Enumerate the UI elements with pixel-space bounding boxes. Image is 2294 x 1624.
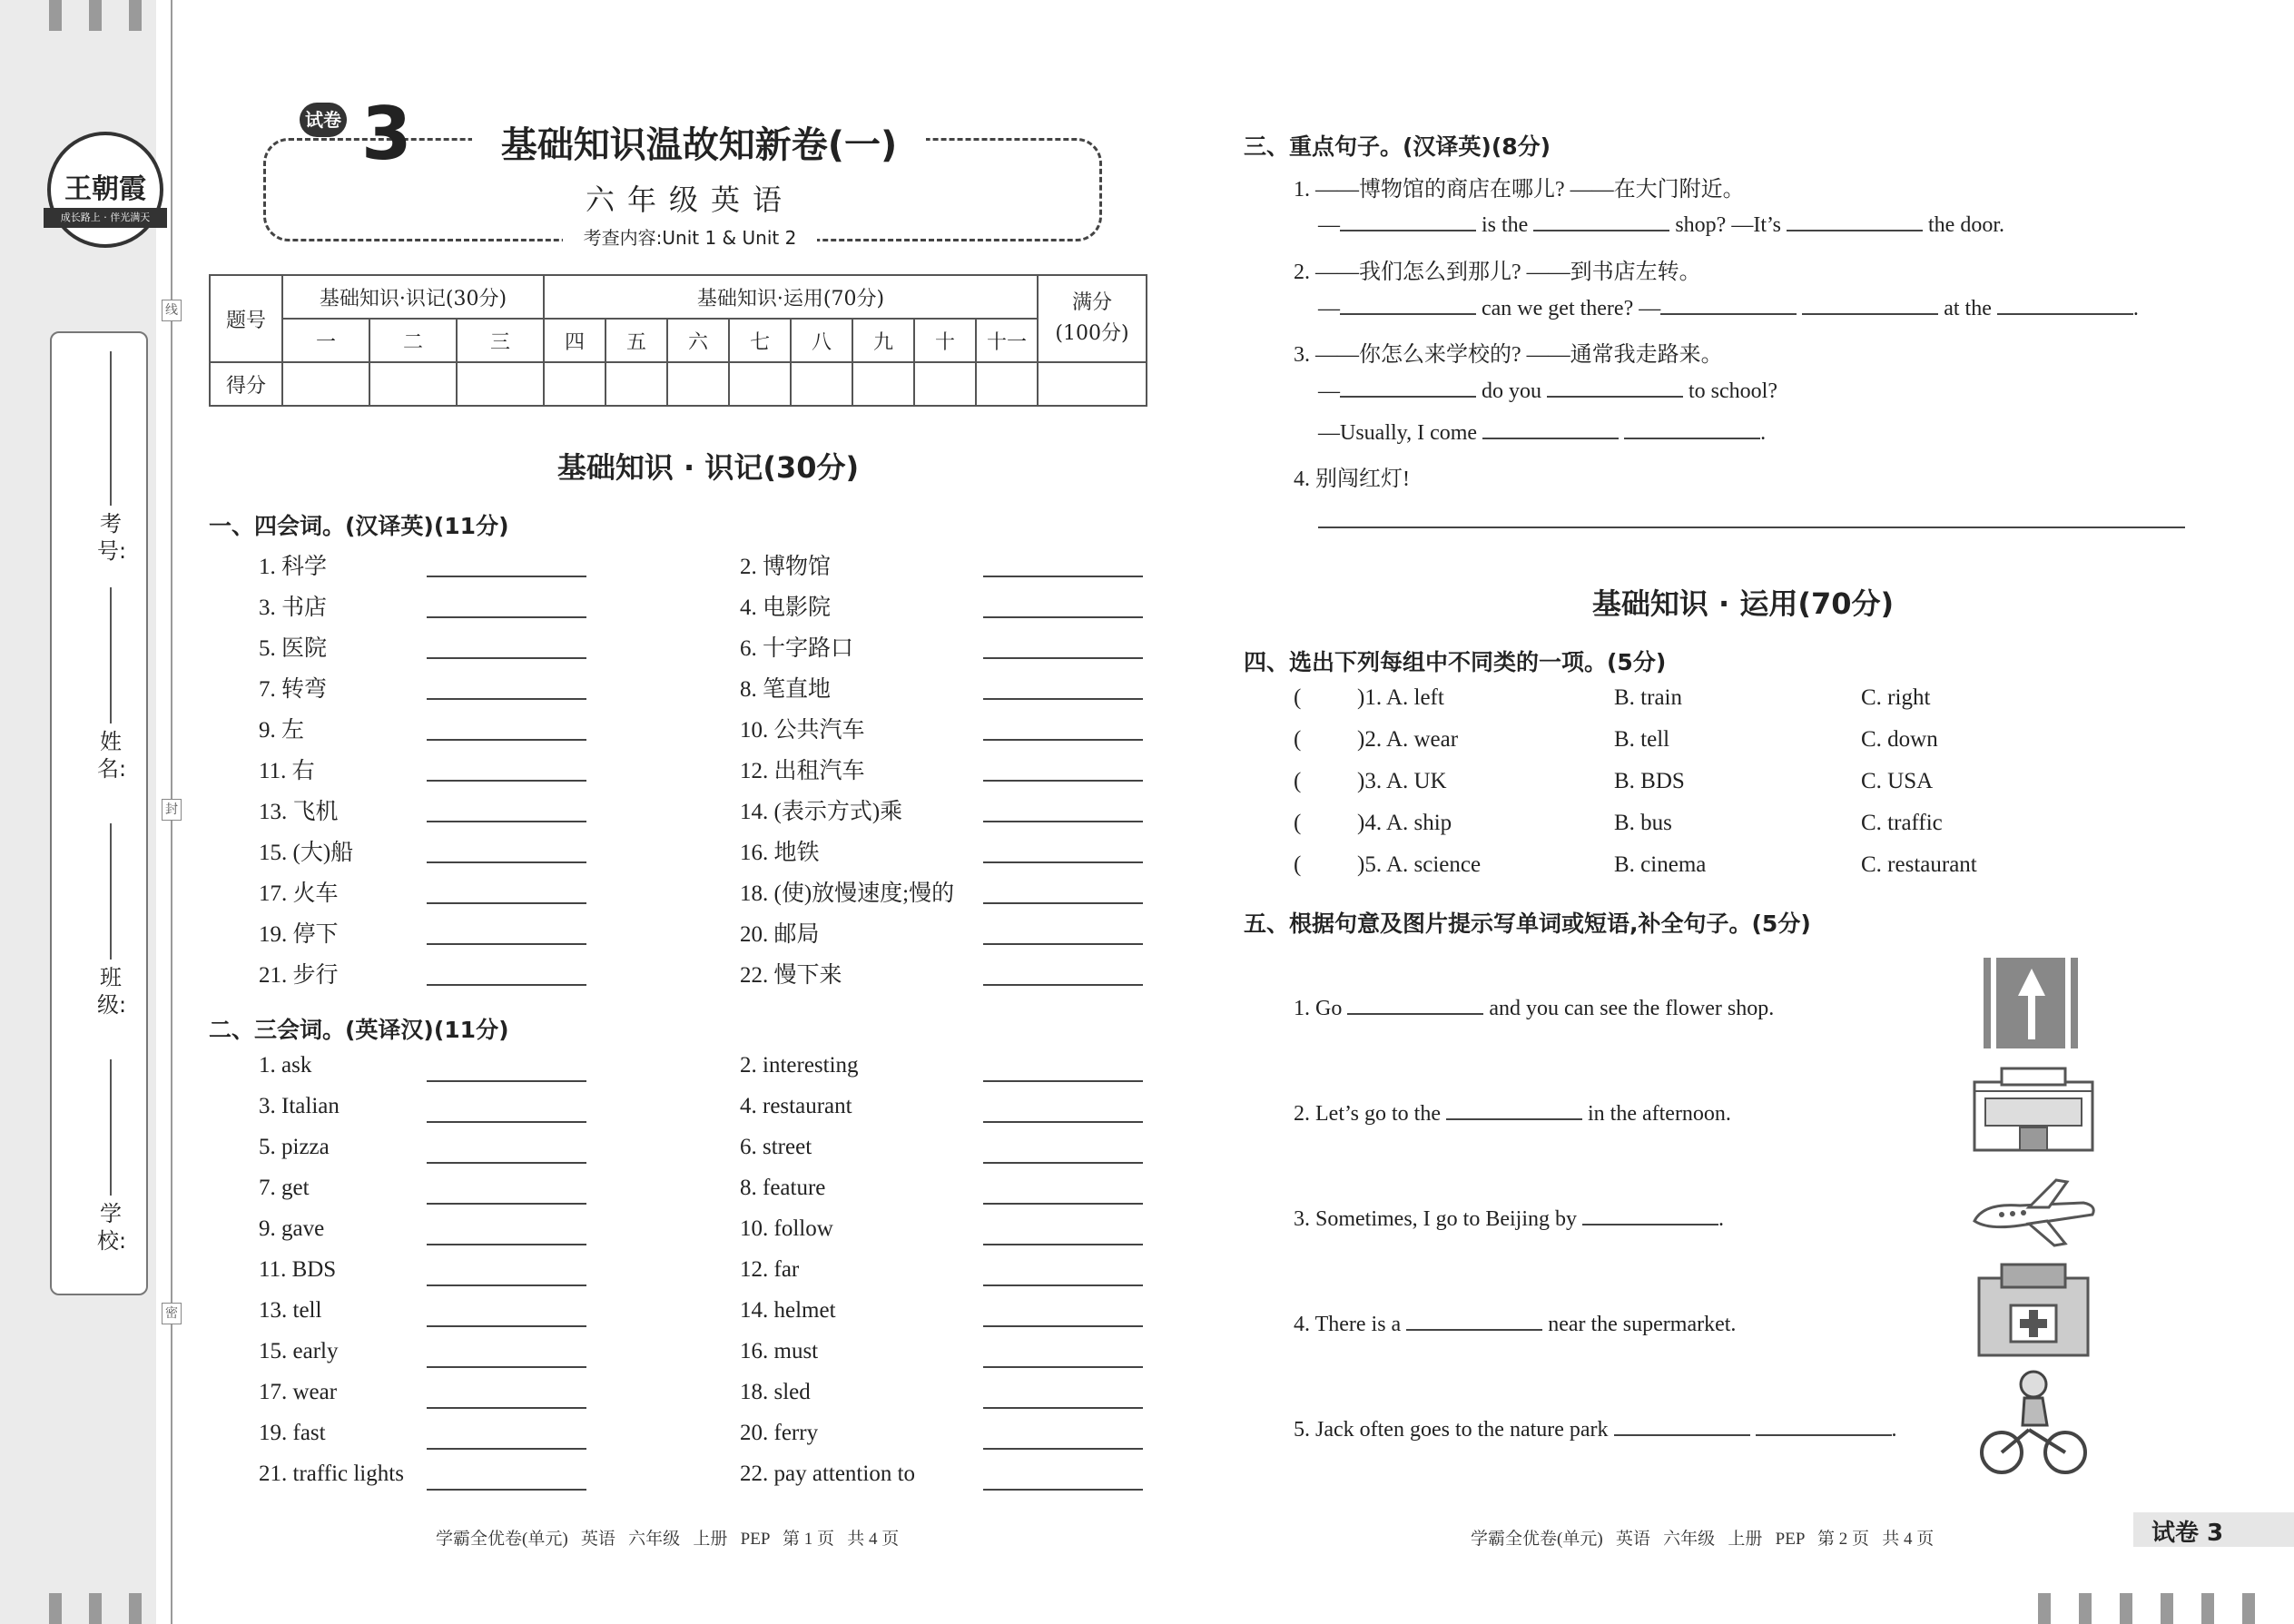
answer-blank[interactable] (1347, 995, 1483, 1015)
word-item: 14. helmet (740, 1298, 836, 1323)
answer-line[interactable] (983, 902, 1143, 904)
class-line (110, 823, 112, 960)
sentence-text: and you can see the flower shop. (1489, 997, 1775, 1020)
answer-line[interactable] (427, 698, 586, 700)
answer-line[interactable] (983, 1366, 1143, 1368)
score-cell[interactable] (369, 362, 457, 406)
choice-paren[interactable]: ( (1294, 685, 1302, 710)
sentence-text: 1. Go (1294, 997, 1343, 1020)
choice-paren[interactable]: ( (1294, 852, 1302, 877)
score-cell[interactable] (457, 362, 544, 406)
choice-paren[interactable]: ( (1294, 811, 1302, 835)
part3-q3: 3. ——你怎么来学校的? ——通常我走路来。 (1294, 343, 1723, 367)
word-item: 7. 转弯 (259, 677, 328, 702)
answer-line[interactable] (427, 1284, 586, 1286)
answer-line[interactable] (427, 943, 586, 945)
question-number: 五 (605, 319, 667, 362)
question-number: 二 (369, 319, 457, 362)
choice-option: B. cinema (1614, 852, 1707, 877)
answer-line[interactable] (427, 1203, 586, 1205)
choice-option: B. BDS (1614, 769, 1685, 793)
answer-line[interactable] (983, 1203, 1143, 1205)
word-item: 19. fast (259, 1421, 326, 1445)
answer-line[interactable] (983, 698, 1143, 700)
part5-title: 五、根据句意及图片提示写单词或短语,补全句子。(5分) (1244, 910, 1811, 937)
registration-mark (129, 1593, 142, 1624)
answer-line[interactable] (427, 821, 586, 822)
choice-option: )4. A. ship (1357, 811, 1452, 835)
answer-line[interactable] (983, 1325, 1143, 1327)
registration-mark (49, 1593, 62, 1624)
answer-line[interactable] (427, 1407, 586, 1409)
answer-blank[interactable] (1802, 295, 1938, 315)
logo-ribbon: 成长路上 · 伴光满天 (44, 208, 167, 228)
subject-title: 六年级英语 (585, 182, 794, 217)
word-item: 14. (表示方式)乘 (740, 800, 903, 824)
answer-text: . (1760, 421, 1767, 445)
section-heading-recall: 基础知识 · 识记(30分) (556, 450, 860, 485)
full-score-value: (100分) (1055, 322, 1129, 345)
registration-mark (2242, 1593, 2255, 1624)
score-cell[interactable] (976, 362, 1038, 406)
answer-text: shop? —It’s (1675, 213, 1781, 237)
score-table (209, 274, 1147, 407)
class-label: 班级: (97, 965, 127, 1018)
answer-line[interactable] (983, 943, 1143, 945)
part3-q1-answer (1318, 212, 2004, 238)
registration-mark (129, 0, 142, 31)
answer-blank[interactable] (1756, 1416, 1892, 1436)
answer-text: to school? (1689, 379, 1777, 403)
answer-line[interactable] (427, 1325, 586, 1327)
score-row-label: 得分 (210, 362, 282, 406)
registration-mark (2079, 1593, 2092, 1624)
part3-title: 三、重点句子。(汉译英)(8分) (1244, 133, 1551, 160)
word-item: 12. far (740, 1257, 800, 1282)
part4-title: 四、选出下列每组中不同类的一项。(5分) (1244, 649, 1667, 675)
choice-option: B. tell (1614, 727, 1670, 752)
answer-line[interactable] (983, 1448, 1143, 1450)
word-item: 4. 电影院 (740, 595, 832, 620)
answer-blank[interactable] (1997, 295, 2133, 315)
answer-line[interactable] (983, 1489, 1143, 1491)
part5-s2 (1294, 1100, 1731, 1127)
answer-blank[interactable] (1340, 212, 1476, 231)
group-recall-header: 基础知识·识记(30分) (282, 275, 544, 319)
registration-mark (89, 0, 102, 31)
word-item: 2. interesting (740, 1053, 859, 1078)
answer-blank[interactable] (1624, 419, 1760, 439)
test-badge: 试卷 (300, 103, 347, 137)
word-item: 7. get (259, 1176, 310, 1200)
answer-blank[interactable] (1547, 378, 1683, 398)
choice-option: C. restaurant (1861, 852, 1977, 877)
answer-blank[interactable] (1340, 295, 1476, 315)
answer-line[interactable] (983, 1407, 1143, 1409)
part5-s5 (1294, 1416, 1897, 1442)
registration-mark (2161, 1593, 2173, 1624)
answer-line[interactable] (983, 780, 1143, 782)
answer-line[interactable] (983, 1080, 1143, 1082)
exam-scope: 考查内容:Unit 1 & Unit 2 (563, 223, 817, 250)
choice-option: B. bus (1614, 811, 1672, 835)
answer-line[interactable] (427, 861, 586, 863)
score-cell[interactable] (282, 362, 369, 406)
choice-option: B. train (1614, 685, 1682, 710)
word-item: 13. 飞机 (259, 800, 339, 824)
bicycle-rider-icon (1979, 1366, 2088, 1480)
school-line (110, 1059, 112, 1196)
publisher-logo (47, 132, 163, 248)
choice-option: )3. A. UK (1357, 769, 1447, 793)
answer-line[interactable] (427, 616, 586, 618)
answer-blank[interactable] (1614, 1416, 1750, 1436)
score-cell[interactable] (914, 362, 976, 406)
answer-line[interactable] (427, 780, 586, 782)
word-item: 20. ferry (740, 1421, 819, 1445)
answer-line[interactable] (983, 616, 1143, 618)
question-number: 十 (914, 319, 976, 362)
answer-text: the door. (1928, 213, 2004, 237)
choice-paren[interactable]: ( (1294, 769, 1302, 793)
registration-mark (49, 0, 62, 31)
word-item: 8. 笔直地 (740, 677, 832, 702)
sentence-text: near the supermarket. (1548, 1313, 1737, 1336)
answer-line[interactable] (427, 902, 586, 904)
student-info-panel (50, 331, 148, 1295)
page-label: 试卷 3 (2151, 1520, 2224, 1547)
choice-option: )5. A. science (1357, 852, 1482, 877)
word-item: 9. gave (259, 1216, 325, 1241)
answer-line[interactable] (427, 576, 586, 577)
answer-line[interactable] (427, 1244, 586, 1245)
registration-mark (89, 1593, 102, 1624)
registration-mark (2038, 1593, 2051, 1624)
sentence-text: in the afternoon. (1587, 1102, 1731, 1126)
answer-line[interactable] (427, 1080, 586, 1082)
answer-line[interactable] (427, 984, 586, 986)
question-number: 三 (457, 319, 544, 362)
word-item: 10. 公共汽车 (740, 718, 865, 743)
exam-number-label: 考号: (97, 511, 127, 564)
answer-line[interactable] (983, 1121, 1143, 1123)
question-number: 七 (729, 319, 791, 362)
word-item: 17. wear (259, 1380, 338, 1404)
binding-mark-line: 线 (162, 300, 182, 321)
logo-text: 王朝霞 (64, 173, 146, 205)
answer-text: —Usually, I come (1318, 421, 1478, 445)
full-score-cell (1038, 275, 1147, 362)
binding-mark-seal: 封 (162, 799, 182, 821)
registration-mark (2120, 1593, 2132, 1624)
section-heading-application: 基础知识 · 运用(70分) (1591, 586, 1895, 621)
group-application-header: 基础知识·运用(70分) (544, 275, 1038, 319)
name-line (110, 587, 112, 723)
answer-line[interactable] (983, 861, 1143, 863)
word-item: 19. 停下 (259, 922, 339, 947)
word-item: 13. tell (259, 1298, 322, 1323)
school-label: 学校: (97, 1201, 127, 1254)
word-item: 22. 慢下来 (740, 963, 842, 988)
answer-line[interactable] (983, 657, 1143, 659)
answer-blank[interactable] (1533, 212, 1669, 231)
part5-s1 (1294, 995, 1774, 1021)
word-item: 15. early (259, 1339, 339, 1363)
word-item: 2. 博物馆 (740, 555, 832, 579)
footer-left: 学霸全优卷(单元) 英语 六年级 上册 PEP 第 1 页 共 4 页 (436, 1530, 900, 1549)
score-cell[interactable] (852, 362, 914, 406)
answer-line[interactable] (427, 1121, 586, 1123)
part3-q4: 4. 别闯红灯! (1294, 468, 1410, 491)
question-number: 十一 (976, 319, 1038, 362)
answer-line[interactable] (983, 1162, 1143, 1164)
word-item: 21. 步行 (259, 963, 339, 988)
part3-q2-answer (1318, 295, 2139, 321)
choice-paren[interactable]: ( (1294, 727, 1302, 752)
word-item: 16. must (740, 1339, 819, 1363)
straight-arrow-road-icon (1984, 958, 2078, 1048)
score-cell[interactable] (667, 362, 729, 406)
name-label: 姓名: (97, 729, 127, 782)
choice-option: )2. A. wear (1357, 727, 1459, 752)
dash: — (1318, 297, 1340, 320)
word-item: 8. feature (740, 1176, 826, 1200)
word-item: 3. Italian (259, 1094, 340, 1118)
word-item: 12. 出租汽车 (740, 759, 865, 783)
test-number: 3 (361, 92, 412, 176)
answer-text: do you (1482, 379, 1541, 403)
answer-line[interactable] (983, 576, 1143, 577)
choice-option: C. right (1861, 685, 1931, 710)
binding-mark-secret: 密 (162, 1303, 182, 1324)
word-item: 3. 书店 (259, 595, 328, 620)
full-score-label: 满分 (1071, 291, 1112, 314)
registration-mark (2201, 1593, 2214, 1624)
question-number: 六 (667, 319, 729, 362)
word-item: 6. street (740, 1135, 812, 1159)
answer-line[interactable] (427, 1489, 586, 1491)
sentence-text: 3. Sometimes, I go to Beijing by (1294, 1207, 1577, 1231)
word-item: 11. BDS (259, 1257, 337, 1282)
word-item: 9. 左 (259, 718, 305, 743)
answer-line[interactable] (983, 739, 1143, 741)
answer-text: is the (1482, 213, 1529, 237)
word-item: 10. follow (740, 1216, 833, 1241)
answer-text: can we get there? — (1482, 297, 1661, 320)
sentence-text: . (1718, 1207, 1724, 1231)
question-number: 一 (282, 319, 369, 362)
part3-q3-answer (1318, 378, 1777, 404)
word-item: 16. 地铁 (740, 841, 820, 865)
answer-blank[interactable] (1660, 295, 1797, 315)
word-item: 15. (大)船 (259, 841, 354, 865)
choice-option: C. USA (1861, 769, 1934, 793)
hospital-building-icon (1970, 1260, 2097, 1360)
answer-blank[interactable] (1582, 1206, 1718, 1225)
answer-line[interactable] (427, 1448, 586, 1450)
answer-text: . (2132, 297, 2139, 320)
answer-line[interactable] (427, 1366, 586, 1368)
answer-blank[interactable] (1787, 212, 1923, 231)
word-item: 20. 邮局 (740, 922, 820, 947)
part5-s4 (1294, 1311, 1736, 1337)
answer-line[interactable] (983, 1284, 1143, 1286)
answer-blank[interactable] (1406, 1311, 1542, 1331)
score-cell[interactable] (544, 362, 605, 406)
answer-line[interactable] (427, 1162, 586, 1164)
score-cell[interactable] (605, 362, 667, 406)
footer-right: 学霸全优卷(单元) 英语 六年级 上册 PEP 第 2 页 共 4 页 (1471, 1530, 1935, 1549)
sentence-text: 5. Jack often goes to the nature park (1294, 1418, 1609, 1442)
answer-line[interactable] (983, 1244, 1143, 1245)
part5-s3 (1294, 1206, 1724, 1232)
part1-title: 一、四会词。(汉译英)(11分) (209, 513, 509, 539)
dash: — (1318, 379, 1340, 403)
choice-option: )1. A. left (1357, 685, 1444, 710)
part3-q1: 1. ——博物馆的商店在哪儿? ——在大门附近。 (1294, 178, 1745, 202)
answer-line[interactable] (427, 739, 586, 741)
choice-option: C. down (1861, 727, 1938, 752)
question-number: 八 (791, 319, 852, 362)
cinema-building-icon (1965, 1064, 2102, 1155)
answer-line[interactable] (983, 821, 1143, 822)
answer-line[interactable] (983, 984, 1143, 986)
sentence-text: 4. There is a (1294, 1313, 1402, 1336)
word-item: 4. restaurant (740, 1094, 852, 1118)
word-item: 18. sled (740, 1380, 811, 1404)
answer-text: at the (1944, 297, 1992, 320)
word-item: 11. 右 (259, 759, 315, 783)
exam-number-line (110, 351, 112, 506)
airplane-icon (1965, 1171, 2102, 1253)
question-number: 九 (852, 319, 914, 362)
word-item: 6. 十字路口 (740, 636, 854, 661)
word-item: 1. ask (259, 1053, 312, 1078)
word-item: 5. pizza (259, 1135, 330, 1159)
question-number: 四 (544, 319, 605, 362)
dash: — (1318, 213, 1340, 237)
word-item: 21. traffic lights (259, 1462, 404, 1486)
table-row-header: 题号 (210, 275, 282, 362)
word-item: 22. pay attention to (740, 1462, 916, 1486)
answer-line[interactable] (427, 657, 586, 659)
answer-blank[interactable] (1340, 378, 1476, 398)
score-cell[interactable] (729, 362, 791, 406)
part2-title: 二、三会词。(英译汉)(11分) (209, 1017, 509, 1043)
word-item: 1. 科学 (259, 555, 328, 579)
part3-q2: 2. ——我们怎么到那儿? ——到书店左转。 (1294, 261, 1701, 284)
sentence-text: . (1891, 1418, 1897, 1442)
answer-blank[interactable] (1482, 419, 1619, 439)
page-title: 基础知识温故知新卷(一) (472, 116, 926, 168)
word-item: 17. 火车 (259, 881, 339, 906)
word-item: 5. 医院 (259, 636, 328, 661)
choice-option: C. traffic (1861, 811, 1943, 835)
answer-blank[interactable] (1446, 1100, 1582, 1120)
part3-q3-answer-b (1318, 419, 1766, 446)
part3-q4-answer-line[interactable] (1318, 527, 2185, 528)
score-cell[interactable] (1038, 362, 1147, 406)
score-cell[interactable] (791, 362, 852, 406)
sentence-text: 2. Let’s go to the (1294, 1102, 1441, 1126)
word-item: 18. (使)放慢速度;慢的 (740, 881, 955, 906)
